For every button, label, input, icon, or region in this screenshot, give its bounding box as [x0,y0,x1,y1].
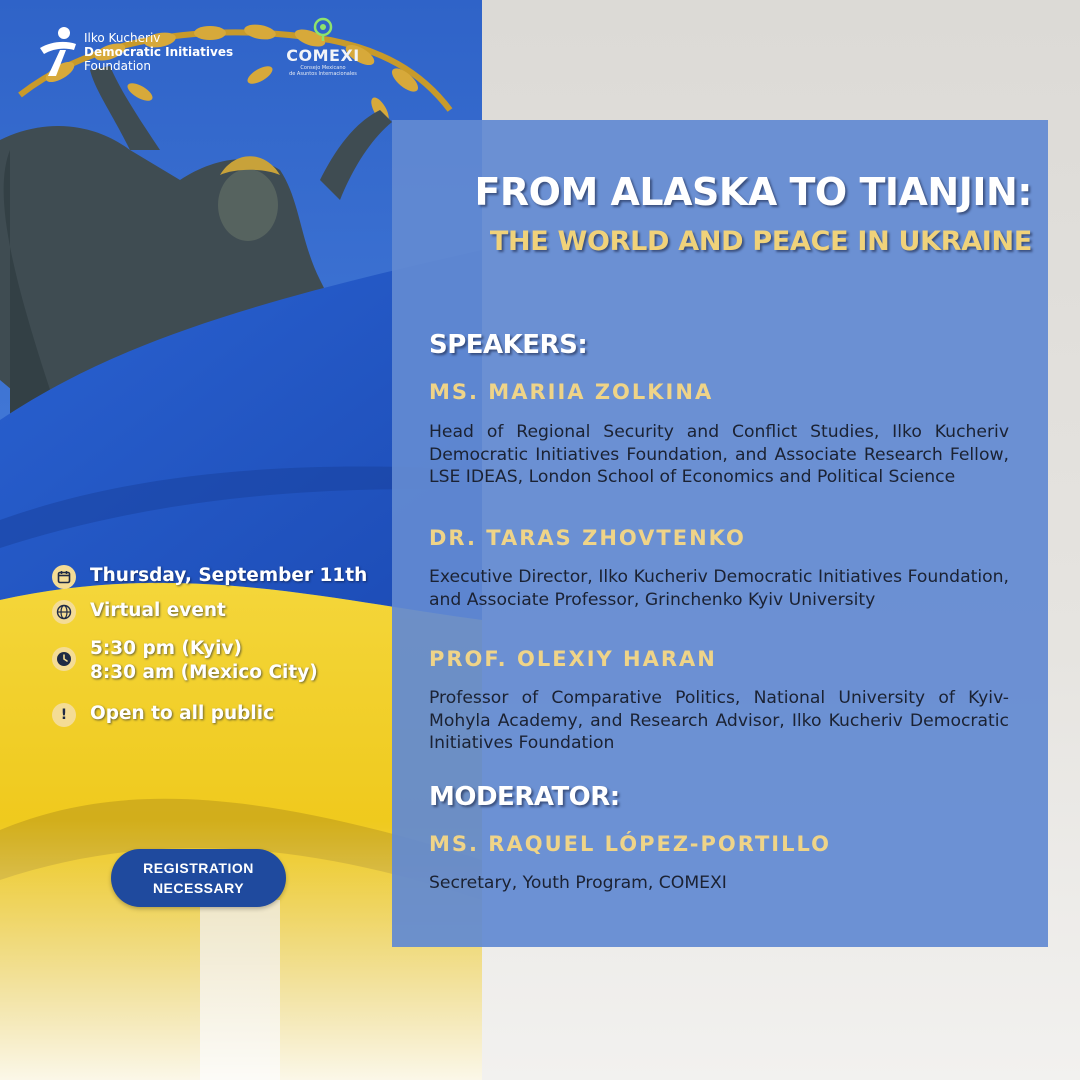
speaker-1-bio: Head of Regional Security and Conflict Studies, Ilko Kucheriv Democratic Initiatives Foundation, and Associate Research Fellow, LSE IDEAS, London School of Economics and Political Science [429,422,1009,487]
detail-date-text: Thursday, September 11th [90,565,368,586]
comexi-logo-sub2: de Asuntos Internacionales [289,71,357,77]
registration-line1: REGISTRATION [143,860,254,876]
moderator-name: MS. RAQUEL LÓPEZ-PORTILLO [429,832,831,856]
speakers-heading: SPEAKERS: [429,330,588,360]
detail-time [52,637,318,685]
detail-date [52,564,367,589]
detail-time-mexico: 8:30 am (Mexico City) [90,662,318,683]
dif-logo [36,26,233,78]
detail-mode-text: Virtual event [90,600,226,621]
comexi-logo-sub1: Consejo Mexicano [300,65,346,71]
detail-access-text: Open to all public [90,703,275,724]
dif-logo-line2: Democratic Initiatives [84,45,234,59]
event-title: FROM ALASKA TO TIANJIN: [474,170,1032,214]
detail-mode [52,599,226,624]
comexi-logo-mark-icon [310,16,336,42]
globe-icon [52,600,76,624]
registration-line2: NECESSARY [152,880,245,896]
detail-time-kyiv: 5:30 pm (Kyiv) [90,638,242,659]
detail-access [52,702,274,727]
dif-logo-line1: Ilko Kucheriv [84,31,161,45]
moderator-bio: Secretary, Youth Program, COMEXI [429,873,727,893]
dif-logo-mark-icon [36,26,78,78]
comexi-logo [278,16,368,77]
calendar-icon [52,565,76,589]
speaker-2-name: DR. TARAS ZHOVTENKO [429,526,746,550]
dif-logo-line3: Foundation [84,59,151,73]
speaker-3-name: PROF. OLEXIY HARAN [429,647,717,671]
speaker-2-bio: Executive Director, Ilko Kucheriv Democratic Initiatives Foundation, and Associate Professor, Grinchenko Kyiv University [429,567,1009,610]
moderator-heading: MODERATOR: [429,782,620,812]
clock-icon [52,647,76,671]
speaker-3-bio: Professor of Comparative Politics, National University of Kyiv-Mohyla Academy, and Research Advisor, Ilko Kucheriv Democratic Initiatives Foundation [429,688,1009,753]
event-subtitle: THE WORLD AND PEACE IN UKRAINE [489,226,1032,257]
registration-button[interactable] [111,849,286,907]
comexi-logo-word: COMEXI [286,46,360,65]
exclamation-icon: ! [52,703,76,727]
speaker-1-name: MS. MARIIA ZOLKINA [429,380,714,404]
